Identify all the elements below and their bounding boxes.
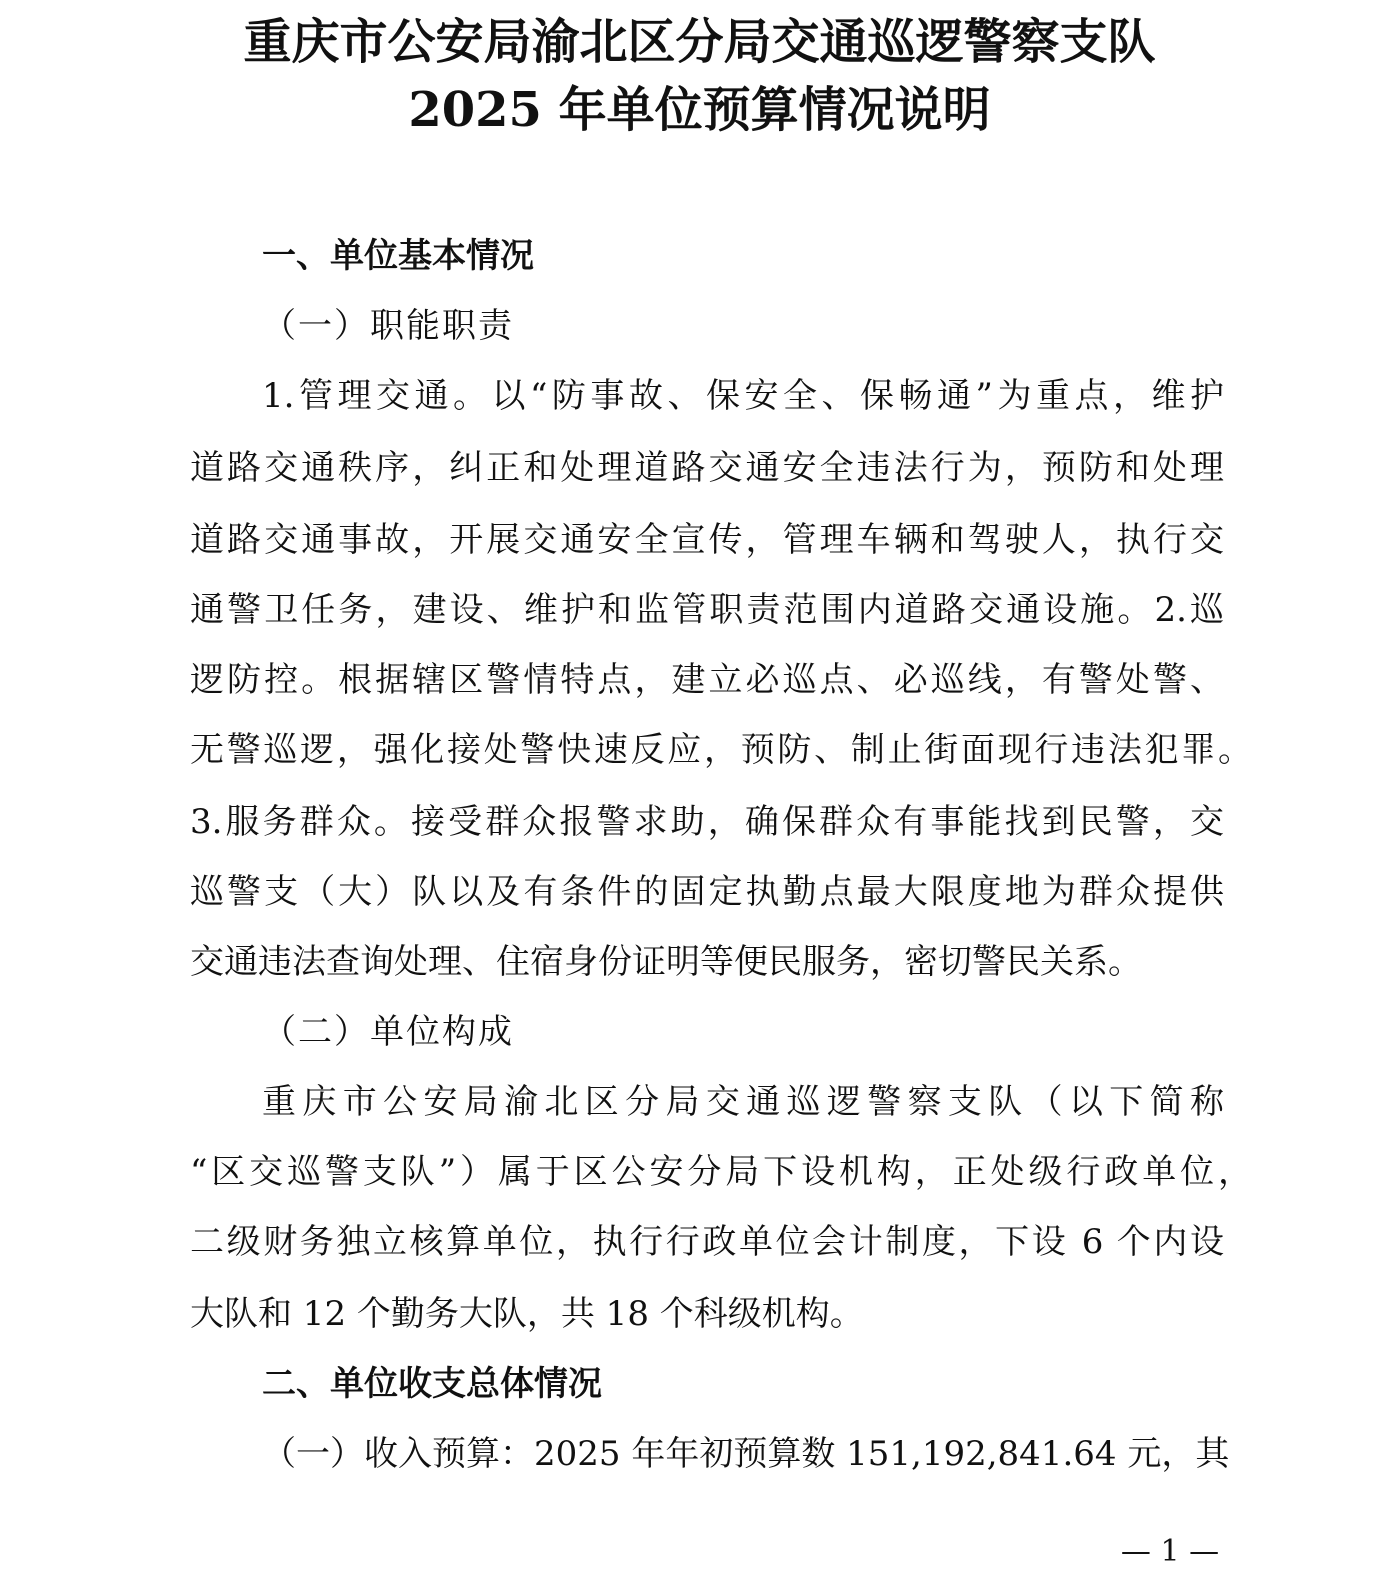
paragraph-line: （一）收入预算：2025 年年初预算数 151,192,841.64 元，其 [262, 1434, 1230, 1474]
section1-sub1-heading: （一）职能职责 [262, 306, 514, 346]
paragraph-line: 逻防控。根据辖区警情特点，建立必巡点、必巡线，有警处警、 [190, 660, 1224, 700]
document-title-line2: 2025 年单位预算情况说明 [408, 82, 991, 138]
paragraph-line: 巡警支（大）队以及有条件的固定执勤点最大限度地为群众提供 [190, 872, 1224, 912]
paragraph-line: 3.服务群众。接受群众报警求助，确保群众有事能找到民警，交 [190, 802, 1224, 842]
paragraph-line: 道路交通秩序，纠正和处理道路交通安全违法行为，预防和处理 [190, 448, 1224, 488]
section2-heading: 二、单位收支总体情况 [262, 1364, 602, 1404]
section1-heading: 一、单位基本情况 [262, 236, 534, 276]
paragraph-line: 交通违法查询处理、住宿身份证明等便民服务，密切警民关系。 [190, 942, 1142, 982]
paragraph-line: 通警卫任务，建设、维护和监管职责范围内道路交通设施。2.巡 [190, 590, 1224, 630]
paragraph-line: “区交巡警支队”）属于区公安分局下设机构，正处级行政单位， [190, 1152, 1252, 1192]
section1-sub2-heading: （二）单位构成 [262, 1012, 514, 1052]
paragraph-line: 二级财务独立核算单位，执行行政单位会计制度，下设 6 个内设 [190, 1222, 1224, 1262]
page-number: — 1 — [1120, 1534, 1220, 1569]
paragraph-line: 重庆市公安局渝北区分局交通巡逻警察支队（以下简称 [262, 1082, 1224, 1122]
paragraph-line: 道路交通事故，开展交通安全宣传，管理车辆和驾驶人，执行交 [190, 520, 1224, 560]
paragraph-line: 大队和 12 个勤务大队，共 18 个科级机构。 [190, 1294, 864, 1334]
paragraph-line: 1.管理交通。以“防事故、保安全、保畅通”为重点，维护 [262, 376, 1224, 416]
document-title-line1: 重庆市公安局渝北区分局交通巡逻警察支队 [243, 14, 1156, 70]
paragraph-line: 无警巡逻，强化接处警快速反应，预防、制止街面现行违法犯罪。 [190, 730, 1252, 770]
